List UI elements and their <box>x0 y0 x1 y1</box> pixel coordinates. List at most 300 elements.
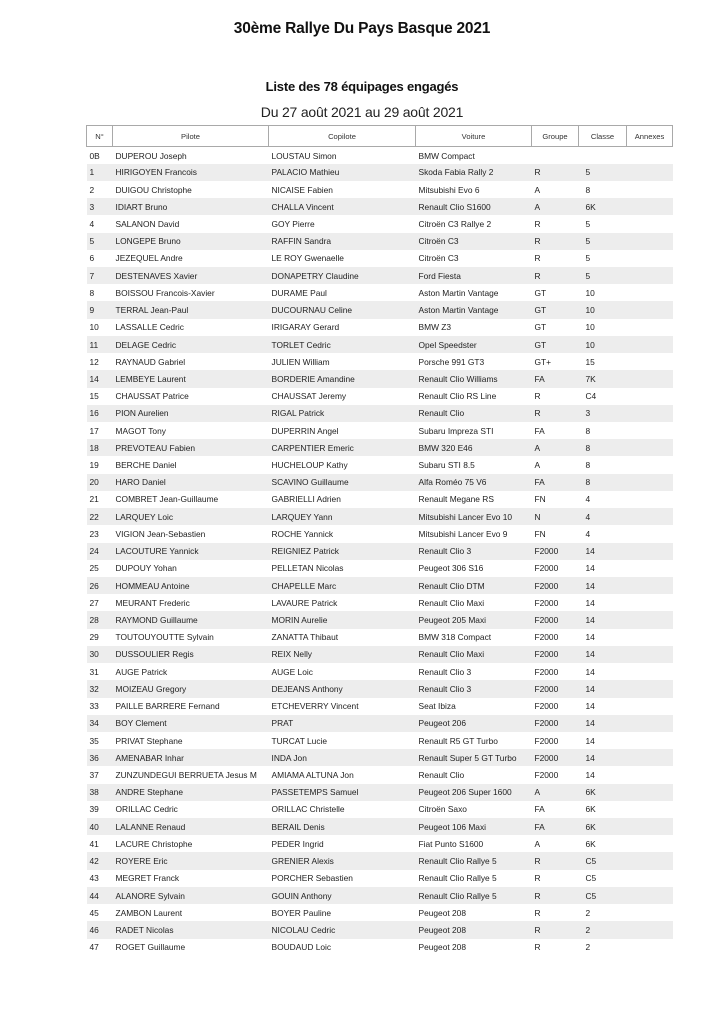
cell-classe <box>579 147 627 164</box>
cell-pilote: RAYMOND Guillaume <box>113 611 269 628</box>
cell-groupe: F2000 <box>532 577 579 594</box>
entry-list-table <box>86 125 673 956</box>
cell-copilote: LAVAURE Patrick <box>271 597 338 608</box>
cell-number: 38 <box>87 784 113 801</box>
cell-number: 27 <box>89 597 99 608</box>
cell-annexes <box>627 818 673 835</box>
table-row <box>87 422 673 439</box>
cell-copilote: ROCHE Yannick <box>271 528 334 539</box>
cell-voiture: Fiat Punto S1600 <box>418 838 484 849</box>
cell-copilote: CHALLA Vincent <box>269 198 416 215</box>
cell-classe: 6K <box>579 784 627 801</box>
table-row <box>87 698 673 715</box>
cell-voiture: Renault Clio Williams <box>416 370 532 387</box>
header-voiture: Voiture <box>416 126 532 147</box>
cell-pilote: DELAGE Cedric <box>113 336 269 353</box>
table-row <box>87 250 673 267</box>
table-row <box>87 594 673 611</box>
cell-annexes <box>627 319 673 336</box>
cell-annexes <box>627 835 673 852</box>
cell-voiture: Renault Clio <box>418 769 465 780</box>
cell-number: 36 <box>87 749 113 766</box>
cell-annexes <box>627 405 673 422</box>
cell-voiture: Ford Fiesta <box>416 267 532 284</box>
cell-voiture: Renault R5 GT Turbo <box>418 735 498 746</box>
cell-voiture: Renault Clio Rallye 5 <box>416 852 532 869</box>
cell-annexes <box>627 233 673 250</box>
cell-pilote: ORILLAC Cedric <box>115 804 178 815</box>
cell-copilote: BOUDAUD Loic <box>271 942 332 953</box>
table-row <box>87 646 673 663</box>
cell-pilote: PAILLE BARRERE Fernand <box>115 701 220 712</box>
cell-annexes <box>627 766 673 783</box>
cell-number: 11 <box>87 336 113 353</box>
cell-number: 15 <box>89 391 99 402</box>
cell-copilote: RIGAL Patrick <box>269 405 416 422</box>
cell-pilote: DUSSOULIER Regis <box>113 646 269 663</box>
cell-number: 20 <box>87 474 113 491</box>
cell-annexes <box>627 732 673 749</box>
table-row <box>87 164 673 181</box>
cell-classe: C5 <box>585 873 597 884</box>
cell-classe: 14 <box>579 749 627 766</box>
table-body <box>87 147 673 956</box>
cell-copilote: CARPENTIER Emeric <box>269 439 416 456</box>
cell-annexes <box>627 508 673 525</box>
cell-pilote: RAYNAUD Gabriel <box>115 356 186 367</box>
cell-voiture: Aston Martin Vantage <box>418 287 499 298</box>
cell-number: 17 <box>89 425 99 436</box>
cell-copilote: GOY Pierre <box>271 218 315 229</box>
cell-copilote: GOUIN Anthony <box>269 887 416 904</box>
cell-number: 6 <box>89 253 95 264</box>
cell-groupe: A <box>534 460 541 471</box>
cell-number: 30 <box>87 646 113 663</box>
cell-copilote: BERAIL Denis <box>269 818 416 835</box>
cell-annexes <box>627 336 673 353</box>
cell-number: 43 <box>89 873 99 884</box>
cell-pilote: PRIVAT Stephane <box>115 735 183 746</box>
cell-groupe: R <box>532 405 579 422</box>
cell-classe: 14 <box>585 597 595 608</box>
cell-groupe: A <box>534 838 541 849</box>
cell-pilote: JEZEQUEL Andre <box>115 253 183 264</box>
cell-groupe: R <box>532 233 579 250</box>
cell-copilote: SCAVINO Guillaume <box>269 474 416 491</box>
table-row <box>87 749 673 766</box>
table-row <box>87 474 673 491</box>
cell-voiture: Peugeot 106 Maxi <box>416 818 532 835</box>
cell-number: 29 <box>89 632 99 643</box>
cell-voiture: Renault Clio Rallye 5 <box>416 887 532 904</box>
table-row <box>87 577 673 594</box>
table-row <box>87 904 673 921</box>
cell-pilote: LEMBEYE Laurent <box>113 370 269 387</box>
cell-pilote: BOISSOU Francois-Xavier <box>115 287 215 298</box>
cell-annexes <box>627 594 673 611</box>
table-row <box>87 336 673 353</box>
cell-voiture: Peugeot 208 <box>416 921 532 938</box>
cell-annexes <box>627 422 673 439</box>
cell-copilote: HUCHELOUP Kathy <box>271 460 348 471</box>
cell-annexes <box>627 491 673 508</box>
cell-voiture: Peugeot 206 <box>416 715 532 732</box>
cell-copilote: GABRIELLI Adrien <box>271 494 341 505</box>
cell-annexes <box>627 301 673 318</box>
table-row <box>87 663 673 680</box>
cell-groupe: A <box>532 198 579 215</box>
table-row <box>87 801 673 818</box>
cell-classe: 5 <box>579 233 627 250</box>
cell-number: 46 <box>87 921 113 938</box>
cell-number: 7 <box>87 267 113 284</box>
cell-number: 24 <box>87 543 113 560</box>
cell-groupe: A <box>534 184 541 195</box>
table-row <box>87 766 673 783</box>
cell-pilote: MAGOT Tony <box>115 425 166 436</box>
cell-number: 37 <box>89 769 99 780</box>
cell-classe: 8 <box>579 439 627 456</box>
cell-annexes <box>627 525 673 542</box>
cell-pilote: LALANNE Renaud <box>113 818 269 835</box>
cell-classe: 8 <box>585 425 591 436</box>
cell-classe: 14 <box>585 666 595 677</box>
cell-number: 12 <box>89 356 99 367</box>
cell-copilote: CHAUSSAT Jeremy <box>271 391 347 402</box>
cell-classe: 6K <box>579 818 627 835</box>
table-row <box>87 370 673 387</box>
cell-copilote: GRENIER Alexis <box>269 852 416 869</box>
table-row <box>87 267 673 284</box>
cell-classe: 8 <box>585 184 591 195</box>
cell-copilote: DUPERRIN Angel <box>271 425 339 436</box>
cell-copilote: TORLET Cedric <box>269 336 416 353</box>
cell-groupe: F2000 <box>532 611 579 628</box>
cell-classe: 14 <box>585 701 595 712</box>
cell-pilote: ROYERE Eric <box>113 852 269 869</box>
cell-number: 8 <box>89 287 95 298</box>
cell-voiture: Renault Clio RS Line <box>418 391 497 402</box>
cell-groupe: A <box>532 784 579 801</box>
cell-voiture: Renault Megane RS <box>418 494 494 505</box>
cell-number: 0B <box>89 151 100 162</box>
cell-copilote: PASSETEMPS Samuel <box>269 784 416 801</box>
cell-copilote: PALACIO Mathieu <box>269 164 416 181</box>
header-annexes: Annexes <box>627 126 673 147</box>
cell-copilote: AUGE Loic <box>271 666 313 677</box>
cell-voiture: Renault Clio 3 <box>418 666 472 677</box>
cell-voiture: Seat Ibiza <box>418 701 456 712</box>
cell-groupe: F2000 <box>532 543 579 560</box>
cell-pilote: RADET Nicolas <box>113 921 269 938</box>
cell-voiture: Aston Martin Vantage <box>416 301 532 318</box>
cell-pilote: MOIZEAU Gregory <box>113 680 269 697</box>
cell-number: 4 <box>89 218 95 229</box>
cell-pilote: IDIART Bruno <box>113 198 269 215</box>
cell-voiture: Renault Super 5 GT Turbo <box>416 749 532 766</box>
cell-groupe: R <box>532 852 579 869</box>
table-row <box>87 456 673 473</box>
table-row <box>87 233 673 250</box>
table-row <box>87 887 673 904</box>
cell-annexes <box>627 611 673 628</box>
table-row <box>87 715 673 732</box>
table-row <box>87 353 673 370</box>
cell-copilote: INDA Jon <box>269 749 416 766</box>
cell-number: 39 <box>89 804 99 815</box>
cell-copilote: PELLETAN Nicolas <box>271 563 344 574</box>
cell-annexes <box>627 715 673 732</box>
cell-classe: 14 <box>579 577 627 594</box>
cell-voiture: Opel Speedster <box>416 336 532 353</box>
cell-annexes <box>627 164 673 181</box>
table-row <box>87 732 673 749</box>
cell-number: 10 <box>89 322 99 333</box>
cell-annexes <box>627 388 673 405</box>
cell-classe: 6K <box>585 804 596 815</box>
cell-voiture: Peugeot 206 Super 1600 <box>416 784 532 801</box>
cell-voiture: Renault Clio Rallye 5 <box>418 873 497 884</box>
cell-classe: 10 <box>585 287 595 298</box>
cell-voiture: Citroën Saxo <box>418 804 467 815</box>
cell-pilote: PION Aurelien <box>113 405 269 422</box>
cell-annexes <box>627 921 673 938</box>
cell-copilote: ETCHEVERRY Vincent <box>271 701 359 712</box>
table-row <box>87 319 673 336</box>
header-groupe: Groupe <box>532 126 579 147</box>
cell-number: 31 <box>89 666 99 677</box>
cell-classe: 4 <box>585 528 591 539</box>
cell-classe: 4 <box>585 494 591 505</box>
table-row <box>87 784 673 801</box>
cell-voiture: BMW Compact <box>418 151 475 162</box>
table-row <box>87 215 673 232</box>
cell-annexes <box>627 198 673 215</box>
cell-number: 33 <box>89 701 99 712</box>
cell-groupe: FA <box>532 474 579 491</box>
cell-classe: 10 <box>579 301 627 318</box>
cell-pilote: DESTENAVES Xavier <box>113 267 269 284</box>
table-row <box>87 870 673 887</box>
cell-voiture: Citroën C3 <box>416 233 532 250</box>
cell-number: 45 <box>89 907 99 918</box>
header-pilote: Pilote <box>113 126 269 147</box>
cell-pilote: SALANON David <box>115 218 180 229</box>
table-row <box>87 181 673 198</box>
cell-number: 44 <box>87 887 113 904</box>
cell-pilote: HARO Daniel <box>113 474 269 491</box>
cell-number: 9 <box>87 301 113 318</box>
cell-copilote: REIX Nelly <box>269 646 416 663</box>
cell-classe: 5 <box>579 164 627 181</box>
cell-voiture: Renault Clio 3 <box>416 543 532 560</box>
cell-classe: 14 <box>579 680 627 697</box>
cell-groupe: F2000 <box>534 666 559 677</box>
cell-classe: 8 <box>585 460 591 471</box>
cell-pilote: AUGE Patrick <box>115 666 168 677</box>
cell-groupe: R <box>532 921 579 938</box>
cell-annexes <box>627 543 673 560</box>
cell-classe: 6K <box>579 198 627 215</box>
cell-groupe: R <box>534 873 541 884</box>
cell-annexes <box>627 680 673 697</box>
cell-pilote: BOY Clement <box>113 715 269 732</box>
cell-pilote: MEURANT Frederic <box>115 597 190 608</box>
cell-classe: 14 <box>585 735 595 746</box>
document-subtitle: Liste des 78 équipages engagés <box>265 79 459 94</box>
cell-voiture: Skoda Fabia Rally 2 <box>416 164 532 181</box>
cell-pilote: ROGET Guillaume <box>115 942 186 953</box>
cell-voiture: BMW 318 Compact <box>418 632 492 643</box>
table-row <box>87 388 673 405</box>
cell-classe: 14 <box>579 646 627 663</box>
cell-classe: 7K <box>579 370 627 387</box>
table-row <box>87 543 673 560</box>
cell-number: 2 <box>89 184 95 195</box>
cell-groupe: R <box>532 887 579 904</box>
cell-classe: C5 <box>579 852 627 869</box>
table-row <box>87 835 673 852</box>
cell-number: 3 <box>87 198 113 215</box>
header-number: N° <box>87 126 113 147</box>
header-copilote: Copilote <box>269 126 416 147</box>
cell-pilote: DUPEROU Joseph <box>115 151 187 162</box>
cell-number: 28 <box>87 611 113 628</box>
cell-classe: 3 <box>579 405 627 422</box>
cell-annexes <box>627 181 673 198</box>
cell-annexes <box>627 698 673 715</box>
cell-groupe: F2000 <box>534 769 559 780</box>
cell-copilote: REIGNIEZ Patrick <box>269 543 416 560</box>
cell-groupe: GT <box>534 322 547 333</box>
cell-voiture: Renault Clio Maxi <box>416 646 532 663</box>
cell-classe: 4 <box>579 508 627 525</box>
cell-number: 47 <box>89 942 99 953</box>
cell-voiture: Porsche 991 GT3 <box>418 356 485 367</box>
table-row <box>87 611 673 628</box>
table-row <box>87 301 673 318</box>
cell-groupe: F2000 <box>532 749 579 766</box>
cell-copilote: TURCAT Lucie <box>271 735 328 746</box>
cell-copilote: DONAPETRY Claudine <box>269 267 416 284</box>
cell-annexes <box>627 577 673 594</box>
cell-voiture: Subaru Impreza STI <box>418 425 494 436</box>
cell-copilote: CHAPELLE Marc <box>269 577 416 594</box>
cell-annexes <box>627 474 673 491</box>
table-row <box>87 439 673 456</box>
cell-copilote: BORDERIE Amandine <box>269 370 416 387</box>
cell-groupe: R <box>534 218 541 229</box>
cell-voiture: BMW Z3 <box>418 322 452 333</box>
cell-pilote: PREVOTEAU Fabien <box>113 439 269 456</box>
cell-annexes <box>627 870 673 887</box>
cell-classe: 14 <box>585 563 595 574</box>
cell-groupe: FA <box>532 370 579 387</box>
cell-classe: 10 <box>579 336 627 353</box>
cell-voiture: Renault Clio 3 <box>416 680 532 697</box>
cell-copilote: LARQUEY Yann <box>269 508 416 525</box>
cell-groupe: R <box>534 942 541 953</box>
cell-annexes <box>627 215 673 232</box>
table-row <box>87 852 673 869</box>
cell-number: 18 <box>87 439 113 456</box>
cell-voiture: Mitsubishi Lancer Evo 10 <box>416 508 532 525</box>
cell-number: 19 <box>89 460 99 471</box>
cell-copilote: LOUSTAU Simon <box>271 151 337 162</box>
cell-pilote: TERRAL Jean-Paul <box>113 301 269 318</box>
table-row <box>87 921 673 938</box>
table-row <box>87 680 673 697</box>
cell-groupe: F2000 <box>532 646 579 663</box>
table-header-row <box>87 126 673 147</box>
cell-annexes <box>627 353 673 370</box>
table-row <box>87 939 673 956</box>
cell-groupe: F2000 <box>534 701 559 712</box>
cell-number: 14 <box>87 370 113 387</box>
cell-copilote: AMIAMA ALTUNA Jon <box>271 769 354 780</box>
header-classe: Classe <box>579 126 627 147</box>
cell-classe: 14 <box>579 715 627 732</box>
cell-classe: 2 <box>585 942 591 953</box>
table-row <box>87 405 673 422</box>
cell-voiture: Peugeot 208 <box>418 942 467 953</box>
cell-annexes <box>627 939 673 956</box>
cell-classe: 14 <box>579 543 627 560</box>
cell-annexes <box>627 749 673 766</box>
cell-copilote: LE ROY Gwenaelle <box>271 253 344 264</box>
cell-annexes <box>627 250 673 267</box>
cell-groupe: F2000 <box>532 680 579 697</box>
cell-number: 22 <box>87 508 113 525</box>
cell-voiture: Alfa Roméo 75 V6 <box>416 474 532 491</box>
event-dates: Du 27 août 2021 au 29 août 2021 <box>260 104 464 120</box>
cell-copilote: ZANATTA Thibaut <box>271 632 339 643</box>
cell-classe: 2 <box>579 921 627 938</box>
cell-voiture: Citroën C3 <box>418 253 459 264</box>
cell-groupe: F2000 <box>534 735 559 746</box>
cell-copilote: JULIEN William <box>271 356 330 367</box>
cell-copilote: MORIN Aurelie <box>269 611 416 628</box>
cell-groupe: F2000 <box>534 563 559 574</box>
cell-pilote: DUIGOU Christophe <box>115 184 192 195</box>
cell-groupe: F2000 <box>532 715 579 732</box>
cell-groupe: R <box>534 253 541 264</box>
table-row <box>87 147 673 164</box>
cell-voiture: Peugeot 208 <box>418 907 467 918</box>
cell-voiture: Citroën C3 Rallye 2 <box>418 218 492 229</box>
cell-pilote: HIRIGOYEN Francois <box>113 164 269 181</box>
cell-number: 34 <box>87 715 113 732</box>
cell-copilote: DEJEANS Anthony <box>269 680 416 697</box>
cell-copilote: RAFFIN Sandra <box>269 233 416 250</box>
cell-annexes <box>627 284 673 301</box>
cell-groupe: R <box>532 164 579 181</box>
cell-copilote: PEDER Ingrid <box>271 838 324 849</box>
cell-pilote: DUPOUY Yohan <box>115 563 177 574</box>
cell-copilote: BOYER Pauline <box>271 907 332 918</box>
cell-annexes <box>627 852 673 869</box>
cell-classe: 15 <box>585 356 595 367</box>
cell-classe: 5 <box>585 253 591 264</box>
cell-voiture: Renault Clio Maxi <box>418 597 485 608</box>
cell-pilote: CHAUSSAT Patrice <box>115 391 189 402</box>
cell-pilote: TOUTOUYOUTTE Sylvain <box>115 632 214 643</box>
cell-groupe <box>532 147 579 164</box>
cell-pilote: ZAMBON Laurent <box>115 907 183 918</box>
cell-copilote: ORILLAC Christelle <box>271 804 345 815</box>
cell-number: 23 <box>89 528 99 539</box>
cell-annexes <box>627 663 673 680</box>
